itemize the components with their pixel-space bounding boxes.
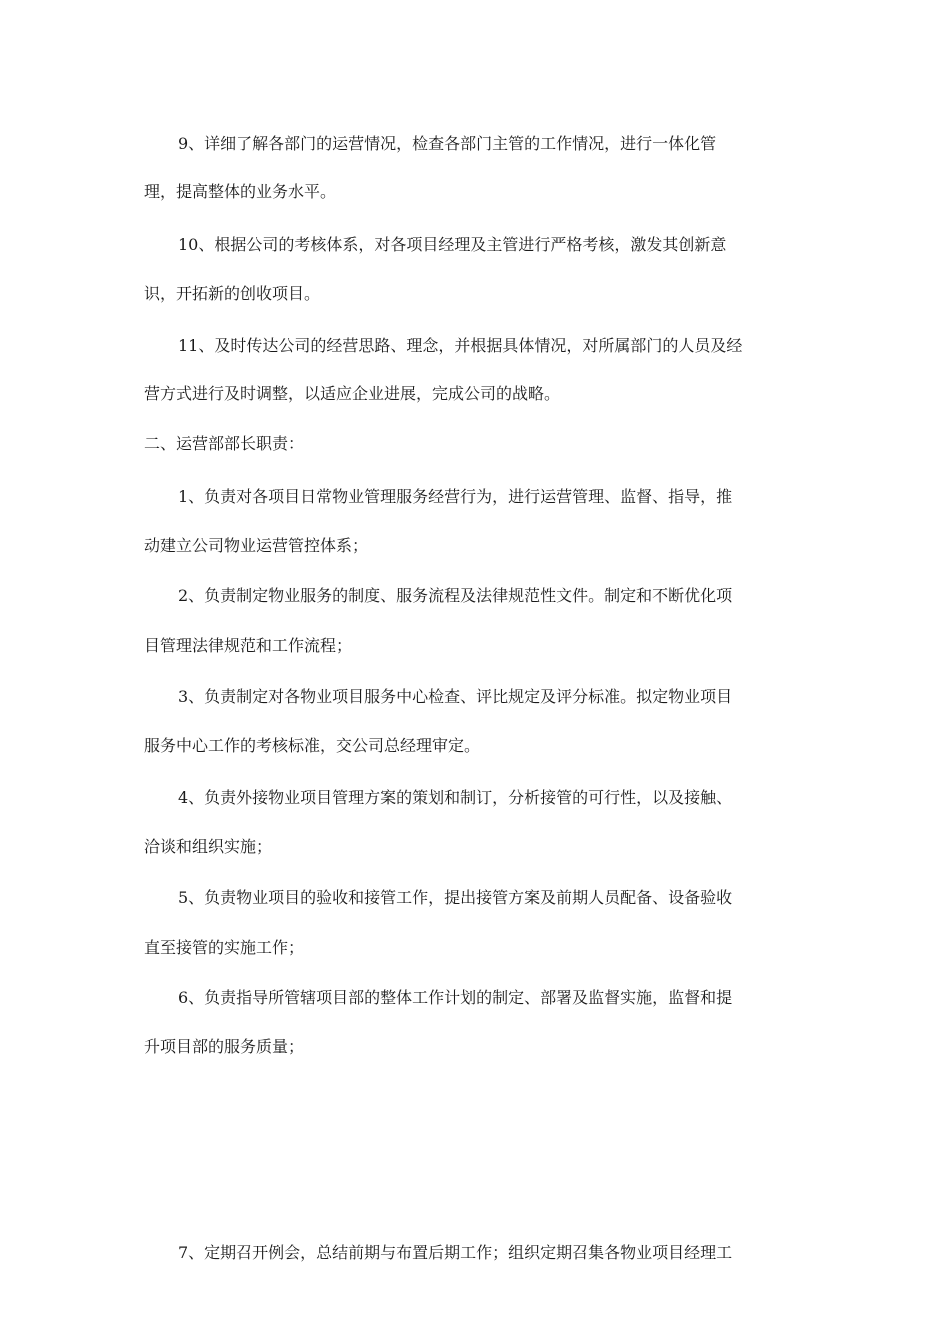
duty-3-line-2: 服务中心工作的考核标准，交公司总经理审定。: [144, 736, 481, 755]
item-11-line-1: 11、及时传达公司的经营思路、理念，并根据具体情况，对所属部门的人员及经: [178, 336, 743, 355]
duty-6-line-2: 升项目部的服务质量；: [144, 1037, 305, 1056]
section-heading: 二、运营部部长职责：: [144, 434, 305, 453]
duty-1-line-1: 1、负责对各项目日常物业管理服务经营行为，进行运营管理、监督、指导，推: [178, 487, 733, 506]
duty-4-line-1: 4、负责外接物业项目管理方案的策划和制订，分析接管的可行性，以及接触、: [178, 788, 733, 807]
duty-1-line-2: 动建立公司物业运营管控体系；: [144, 536, 369, 555]
item-11-line-2: 营方式进行及时调整，以适应企业进展，完成公司的战略。: [144, 384, 561, 403]
item-10-line-1: 10、根据公司的考核体系，对各项目经理及主管进行严格考核，激发其创新意: [178, 235, 727, 254]
item-9-line-2: 理，提高整体的业务水平。: [144, 182, 337, 201]
duty-5-line-1: 5、负责物业项目的验收和接管工作，提出接管方案及前期人员配备、设备验收: [178, 888, 733, 907]
duty-2-line-1: 2、负责制定物业服务的制度、服务流程及法律规范性文件。制定和不断优化项: [178, 586, 733, 605]
duty-5-line-2: 直至接管的实施工作；: [144, 938, 305, 957]
duty-4-line-2: 洽谈和组织实施；: [144, 837, 273, 856]
duty-3-line-1: 3、负责制定对各物业项目服务中心检查、评比规定及评分标准。拟定物业项目: [178, 687, 733, 706]
duty-6-line-1: 6、负责指导所管辖项目部的整体工作计划的制定、部署及监督实施，监督和提: [178, 988, 733, 1007]
duty-7-line-1: 7、定期召开例会，总结前期与布置后期工作；组织定期召集各物业项目经理工: [178, 1243, 733, 1262]
item-10-line-2: 识，开拓新的创收项目。: [144, 284, 321, 303]
duty-2-line-2: 目管理法律规范和工作流程；: [144, 636, 353, 655]
item-9-line-1: 9、详细了解各部门的运营情况，检查各部门主管的工作情况，进行一体化管: [178, 134, 717, 153]
